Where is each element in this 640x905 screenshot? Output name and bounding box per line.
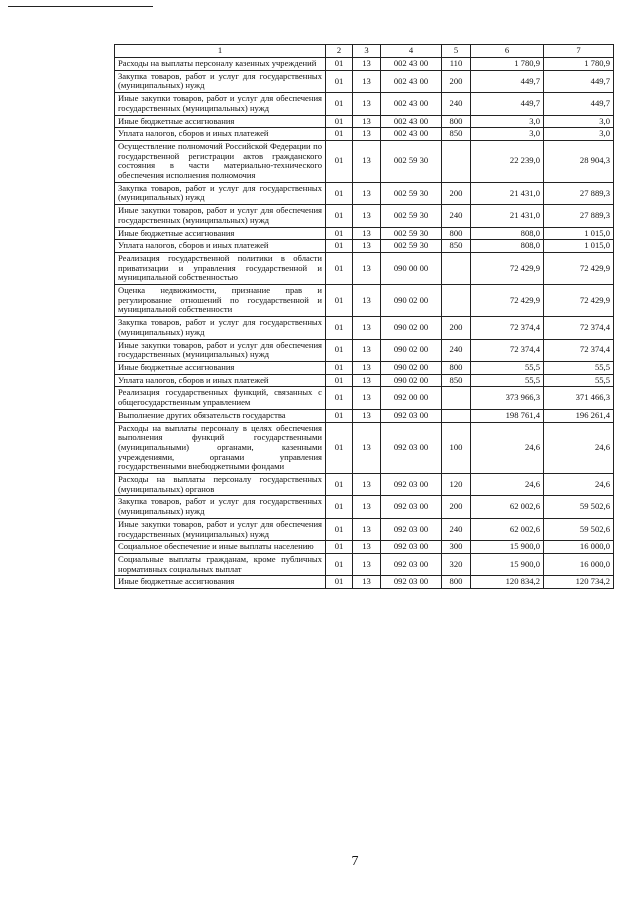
target-article-cell: 002 43 00: [381, 115, 442, 128]
amount-year1-cell: 808,0: [471, 227, 544, 240]
subsection-code-cell: 13: [353, 339, 381, 361]
subsection-code-cell: 13: [353, 252, 381, 284]
amount-year1-cell: 15 900,0: [471, 541, 544, 554]
amount-year1-cell: 373 966,3: [471, 387, 544, 409]
amount-year2-cell: 28 904,3: [544, 140, 614, 182]
table-row: [115, 409, 614, 422]
budget-table: [114, 44, 614, 589]
subsection-code-cell: 13: [353, 518, 381, 540]
table-row: [115, 496, 614, 518]
expense-name-cell: Выполнение других обязательств государства: [115, 409, 326, 422]
table-row: [115, 93, 614, 115]
amount-year1-cell: 62 002,6: [471, 496, 544, 518]
amount-year2-cell: 59 502,6: [544, 518, 614, 540]
expense-type-cell: 850: [442, 240, 471, 253]
expense-name-cell: Закупка товаров, работ и услуг для государственных (муниципальных) нужд: [115, 496, 326, 518]
table-row: [115, 361, 614, 374]
amount-year2-cell: 24,6: [544, 422, 614, 474]
amount-year2-cell: 449,7: [544, 70, 614, 92]
section-code-cell: 01: [326, 240, 353, 253]
target-article-cell: 092 03 00: [381, 496, 442, 518]
subsection-code-cell: 13: [353, 128, 381, 141]
subsection-code-cell: 13: [353, 182, 381, 204]
amount-year1-cell: 449,7: [471, 70, 544, 92]
section-code-cell: 01: [326, 128, 353, 141]
table-row: [115, 339, 614, 361]
expense-name-cell: Иные закупки товаров, работ и услуг для обеспечения государственных (муниципальных) нужд: [115, 339, 326, 361]
amount-year2-cell: 55,5: [544, 361, 614, 374]
expense-type-cell: [442, 140, 471, 182]
section-code-cell: 01: [326, 422, 353, 474]
amount-year2-cell: 1 015,0: [544, 240, 614, 253]
target-article-cell: 002 43 00: [381, 128, 442, 141]
section-code-cell: 01: [326, 115, 353, 128]
target-article-cell: 092 03 00: [381, 576, 442, 589]
expense-name-cell: Иные бюджетные ассигнования: [115, 576, 326, 589]
expense-type-cell: 240: [442, 339, 471, 361]
table-row: [115, 240, 614, 253]
table-row: [115, 387, 614, 409]
section-code-cell: 01: [326, 317, 353, 339]
table-row: [115, 474, 614, 496]
table-row: [115, 182, 614, 204]
section-code-cell: 01: [326, 58, 353, 71]
table-row: [115, 374, 614, 387]
amount-year2-cell: 371 466,3: [544, 387, 614, 409]
amount-year1-cell: 449,7: [471, 93, 544, 115]
target-article-cell: 090 02 00: [381, 361, 442, 374]
target-article-cell: 002 59 30: [381, 205, 442, 227]
expense-type-cell: 850: [442, 128, 471, 141]
subsection-code-cell: 13: [353, 541, 381, 554]
target-article-cell: 002 59 30: [381, 227, 442, 240]
section-code-cell: 01: [326, 474, 353, 496]
target-article-cell: 092 03 00: [381, 409, 442, 422]
table-row: [115, 422, 614, 474]
expense-type-cell: 200: [442, 182, 471, 204]
table-header-row: [115, 45, 614, 58]
amount-year2-cell: 196 261,4: [544, 409, 614, 422]
target-article-cell: 092 00 00: [381, 387, 442, 409]
subsection-code-cell: 13: [353, 227, 381, 240]
section-code-cell: 01: [326, 496, 353, 518]
section-code-cell: 01: [326, 205, 353, 227]
column-header: 3: [353, 45, 381, 58]
target-article-cell: 002 59 30: [381, 182, 442, 204]
expense-name-cell: Реализация государственных функций, связанных с общегосударственным управлением: [115, 387, 326, 409]
subsection-code-cell: 13: [353, 387, 381, 409]
subsection-code-cell: 13: [353, 576, 381, 589]
subsection-code-cell: 13: [353, 58, 381, 71]
amount-year1-cell: 3,0: [471, 115, 544, 128]
column-header: 4: [381, 45, 442, 58]
expense-type-cell: 240: [442, 93, 471, 115]
expense-type-cell: 300: [442, 541, 471, 554]
subsection-code-cell: 13: [353, 317, 381, 339]
table-row: [115, 115, 614, 128]
amount-year2-cell: 55,5: [544, 374, 614, 387]
column-header: 2: [326, 45, 353, 58]
target-article-cell: 002 59 30: [381, 240, 442, 253]
target-article-cell: 002 59 30: [381, 140, 442, 182]
amount-year2-cell: 72 429,9: [544, 252, 614, 284]
table-row: [115, 553, 614, 575]
expense-type-cell: 850: [442, 374, 471, 387]
target-article-cell: 090 02 00: [381, 339, 442, 361]
page-number: 7: [351, 854, 359, 869]
amount-year1-cell: 21 431,0: [471, 182, 544, 204]
amount-year2-cell: 449,7: [544, 93, 614, 115]
amount-year2-cell: 120 734,2: [544, 576, 614, 589]
target-article-cell: 002 43 00: [381, 58, 442, 71]
expense-name-cell: Иные закупки товаров, работ и услуг для обеспечения государственных (муниципальных) нужд: [115, 518, 326, 540]
table-row: [115, 140, 614, 182]
amount-year1-cell: 1 780,9: [471, 58, 544, 71]
expense-name-cell: Иные закупки товаров, работ и услуг для обеспечения государственных (муниципальных) нужд: [115, 205, 326, 227]
amount-year1-cell: 55,5: [471, 361, 544, 374]
expense-name-cell: Расходы на выплаты персоналу казенных учреждений: [115, 58, 326, 71]
amount-year2-cell: 16 000,0: [544, 553, 614, 575]
expense-type-cell: 800: [442, 361, 471, 374]
target-article-cell: 090 02 00: [381, 374, 442, 387]
amount-year2-cell: 3,0: [544, 115, 614, 128]
target-article-cell: 002 43 00: [381, 93, 442, 115]
expense-type-cell: 120: [442, 474, 471, 496]
expense-name-cell: Социальное обеспечение и иные выплаты населению: [115, 541, 326, 554]
amount-year1-cell: 3,0: [471, 128, 544, 141]
amount-year2-cell: 1 015,0: [544, 227, 614, 240]
column-header: 7: [544, 45, 614, 58]
expense-name-cell: Расходы на выплаты персоналу в целях обеспечения выполнения функций государственными (муниципальными) органами, казенными учреждениями, органами управления государственными внебюджетными фондами: [115, 422, 326, 474]
table-row: [115, 58, 614, 71]
expense-type-cell: [442, 252, 471, 284]
amount-year2-cell: 16 000,0: [544, 541, 614, 554]
amount-year2-cell: 3,0: [544, 128, 614, 141]
amount-year2-cell: 27 889,3: [544, 182, 614, 204]
expense-type-cell: 200: [442, 70, 471, 92]
target-article-cell: 090 00 00: [381, 252, 442, 284]
subsection-code-cell: 13: [353, 93, 381, 115]
table-row: [115, 128, 614, 141]
subsection-code-cell: 13: [353, 496, 381, 518]
table-row: [115, 541, 614, 554]
expense-name-cell: Закупка товаров, работ и услуг для государственных (муниципальных) нужд: [115, 70, 326, 92]
target-article-cell: 092 03 00: [381, 518, 442, 540]
expense-type-cell: [442, 387, 471, 409]
amount-year1-cell: 21 431,0: [471, 205, 544, 227]
amount-year1-cell: 62 002,6: [471, 518, 544, 540]
expense-name-cell: Иные бюджетные ассигнования: [115, 361, 326, 374]
section-code-cell: 01: [326, 182, 353, 204]
column-header: 5: [442, 45, 471, 58]
table-body: [115, 58, 614, 589]
subsection-code-cell: 13: [353, 240, 381, 253]
amount-year1-cell: 72 429,9: [471, 285, 544, 317]
amount-year1-cell: 24,6: [471, 422, 544, 474]
table-row: [115, 576, 614, 589]
section-code-cell: 01: [326, 93, 353, 115]
table-row: [115, 205, 614, 227]
expense-type-cell: 800: [442, 576, 471, 589]
amount-year1-cell: 808,0: [471, 240, 544, 253]
subsection-code-cell: 13: [353, 374, 381, 387]
amount-year2-cell: 72 429,9: [544, 285, 614, 317]
section-code-cell: 01: [326, 553, 353, 575]
expense-type-cell: 100: [442, 422, 471, 474]
expense-type-cell: 200: [442, 317, 471, 339]
expense-type-cell: 200: [442, 496, 471, 518]
subsection-code-cell: 13: [353, 409, 381, 422]
section-code-cell: 01: [326, 576, 353, 589]
section-code-cell: 01: [326, 409, 353, 422]
section-code-cell: 01: [326, 518, 353, 540]
expense-type-cell: 320: [442, 553, 471, 575]
target-article-cell: 092 03 00: [381, 422, 442, 474]
amount-year1-cell: 24,6: [471, 474, 544, 496]
expense-name-cell: Осуществление полномочий Российской Федерации по государственной регистрации актов гражданского состояния в части материально-технического обеспечения исполнения полномочия: [115, 140, 326, 182]
expense-type-cell: [442, 409, 471, 422]
expense-name-cell: Закупка товаров, работ и услуг для государственных (муниципальных) нужд: [115, 317, 326, 339]
column-header: 6: [471, 45, 544, 58]
subsection-code-cell: 13: [353, 115, 381, 128]
expense-type-cell: [442, 285, 471, 317]
expense-name-cell: Уплата налогов, сборов и иных платежей: [115, 128, 326, 141]
table-row: [115, 285, 614, 317]
expense-name-cell: Иные бюджетные ассигнования: [115, 227, 326, 240]
target-article-cell: 092 03 00: [381, 541, 442, 554]
section-code-cell: 01: [326, 285, 353, 317]
expense-type-cell: 110: [442, 58, 471, 71]
amount-year2-cell: 27 889,3: [544, 205, 614, 227]
amount-year1-cell: 198 761,4: [471, 409, 544, 422]
section-code-cell: 01: [326, 541, 353, 554]
expense-type-cell: 240: [442, 518, 471, 540]
expense-name-cell: Реализация государственной политики в области приватизации и управления государственной и муниципальной собственностью: [115, 252, 326, 284]
amount-year1-cell: 22 239,0: [471, 140, 544, 182]
expense-name-cell: Уплата налогов, сборов и иных платежей: [115, 374, 326, 387]
subsection-code-cell: 13: [353, 361, 381, 374]
table-row: [115, 70, 614, 92]
section-code-cell: 01: [326, 140, 353, 182]
expense-type-cell: 800: [442, 227, 471, 240]
amount-year1-cell: 72 374,4: [471, 317, 544, 339]
expense-name-cell: Расходы на выплаты персоналу государственных (муниципальных) органов: [115, 474, 326, 496]
expense-name-cell: Социальные выплаты гражданам, кроме публичных нормативных социальных выплат: [115, 553, 326, 575]
expense-name-cell: Уплата налогов, сборов и иных платежей: [115, 240, 326, 253]
expense-name-cell: Закупка товаров, работ и услуг для государственных (муниципальных) нужд: [115, 182, 326, 204]
expense-name-cell: Иные бюджетные ассигнования: [115, 115, 326, 128]
amount-year1-cell: 72 429,9: [471, 252, 544, 284]
subsection-code-cell: 13: [353, 70, 381, 92]
target-article-cell: 090 02 00: [381, 317, 442, 339]
amount-year1-cell: 120 834,2: [471, 576, 544, 589]
amount-year2-cell: 59 502,6: [544, 496, 614, 518]
amount-year1-cell: 15 900,0: [471, 553, 544, 575]
section-code-cell: 01: [326, 361, 353, 374]
section-code-cell: 01: [326, 374, 353, 387]
subsection-code-cell: 13: [353, 474, 381, 496]
target-article-cell: 002 43 00: [381, 70, 442, 92]
section-code-cell: 01: [326, 227, 353, 240]
section-code-cell: 01: [326, 252, 353, 284]
section-code-cell: 01: [326, 387, 353, 409]
section-code-cell: 01: [326, 70, 353, 92]
section-code-cell: 01: [326, 339, 353, 361]
target-article-cell: 092 03 00: [381, 553, 442, 575]
subsection-code-cell: 13: [353, 553, 381, 575]
subsection-code-cell: 13: [353, 422, 381, 474]
subsection-code-cell: 13: [353, 285, 381, 317]
amount-year2-cell: 24,6: [544, 474, 614, 496]
target-article-cell: 090 02 00: [381, 285, 442, 317]
subsection-code-cell: 13: [353, 205, 381, 227]
expense-name-cell: Иные закупки товаров, работ и услуг для обеспечения государственных (муниципальных) нужд: [115, 93, 326, 115]
amount-year2-cell: 72 374,4: [544, 317, 614, 339]
header-rule: [8, 6, 153, 7]
table-row: [115, 518, 614, 540]
table-row: [115, 317, 614, 339]
amount-year1-cell: 72 374,4: [471, 339, 544, 361]
table-row: [115, 227, 614, 240]
table-row: [115, 252, 614, 284]
expense-type-cell: 800: [442, 115, 471, 128]
expense-name-cell: Оценка недвижимости, признание прав и регулирование отношений по государственной и муниципальной собственности: [115, 285, 326, 317]
target-article-cell: 092 03 00: [381, 474, 442, 496]
column-header: 1: [115, 45, 326, 58]
expense-type-cell: 240: [442, 205, 471, 227]
amount-year2-cell: 1 780,9: [544, 58, 614, 71]
subsection-code-cell: 13: [353, 140, 381, 182]
amount-year1-cell: 55,5: [471, 374, 544, 387]
amount-year2-cell: 72 374,4: [544, 339, 614, 361]
